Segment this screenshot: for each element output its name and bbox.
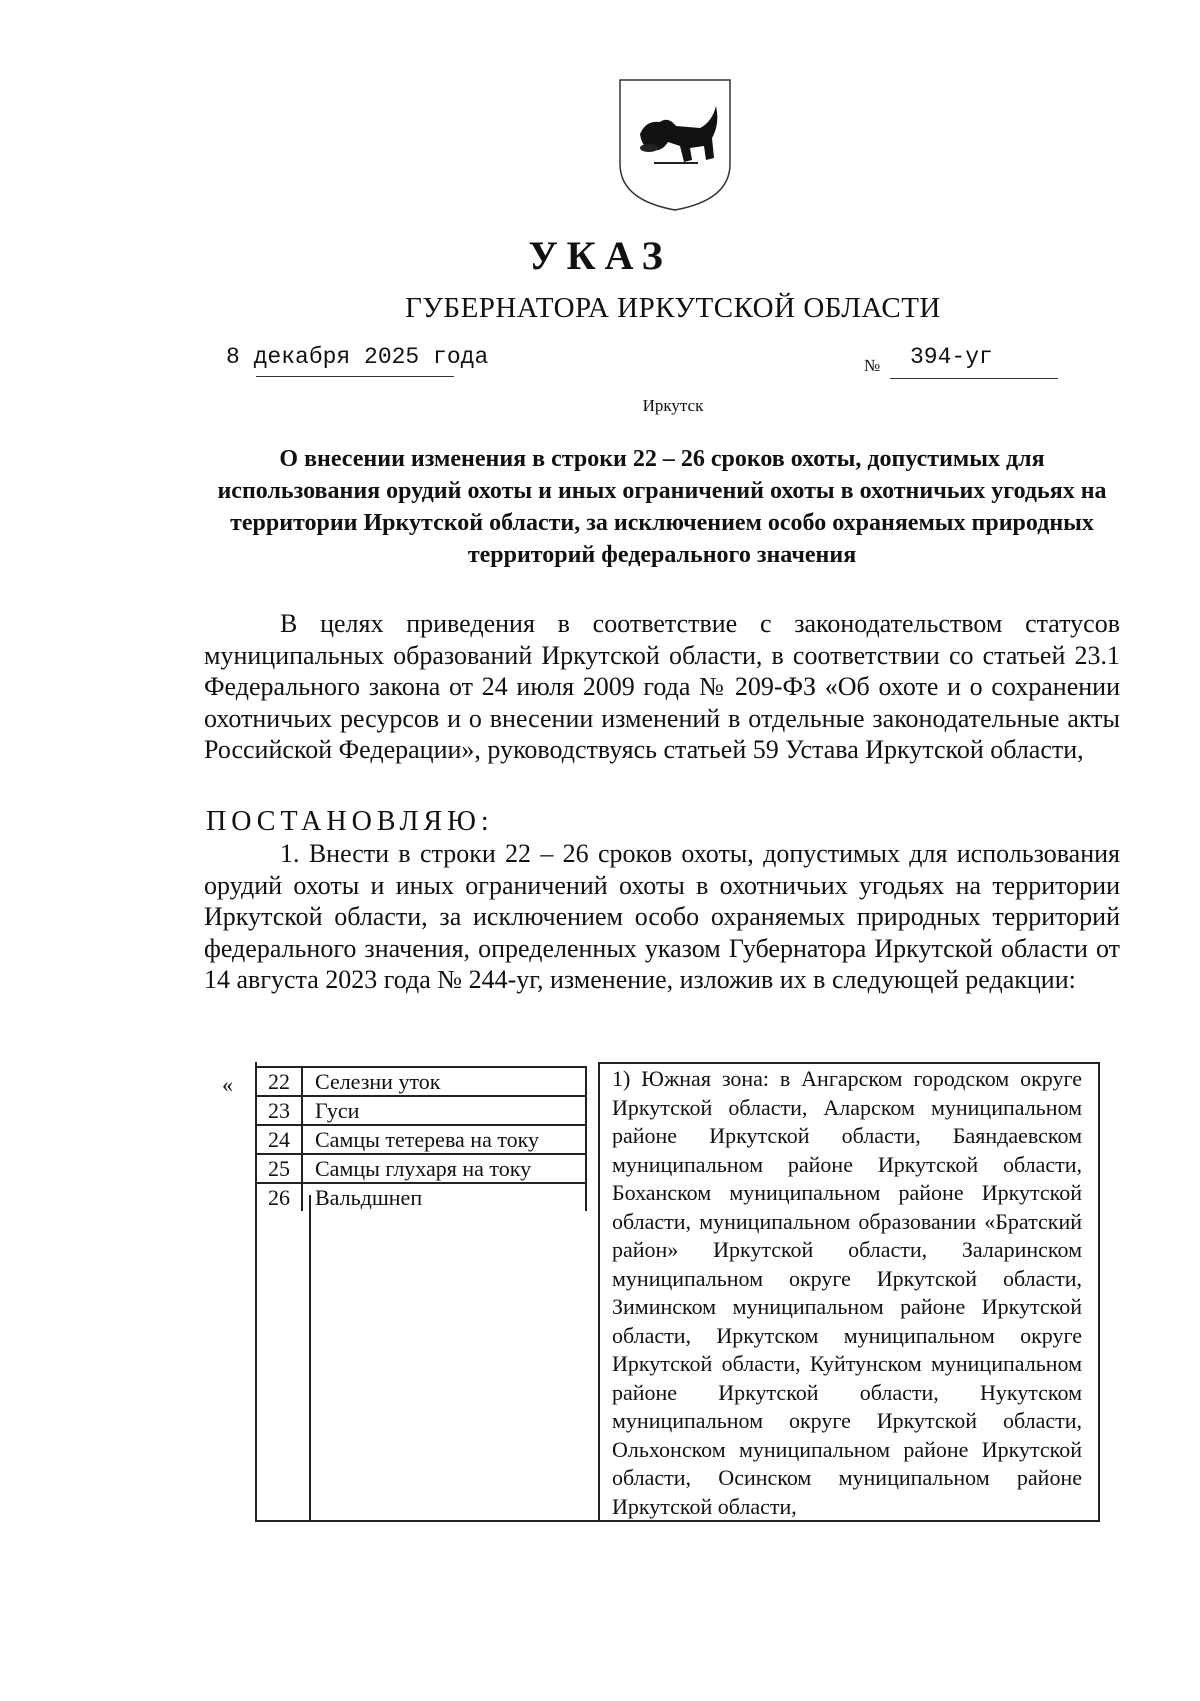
document-subtitle: ГУБЕРНАТОРА ИРКУТСКОЙ ОБЛАСТИ xyxy=(405,292,941,324)
number-sign: № xyxy=(864,356,881,375)
table-row xyxy=(256,1067,586,1096)
row-species: Вальдшнеп xyxy=(302,1183,586,1211)
row-number: 23 xyxy=(256,1096,302,1125)
document-city: Иркутск xyxy=(642,396,704,415)
document-title: УКАЗ xyxy=(528,233,672,278)
row-species: Самцы тетерева на току xyxy=(302,1125,586,1154)
row-number: 22 xyxy=(256,1067,302,1096)
table-column-divider xyxy=(309,1195,311,1522)
decree-word: ПОСТАНОВЛЯЮ: xyxy=(206,806,494,837)
number-underline xyxy=(890,378,1058,379)
territory-text: 1) Южная зона: в Ангарском городском округе Иркутской области, Аларском муниципальном районе Иркутской области, Баяндаевском муниципальном районе Иркутской области, Боханском муниципальном районе Иркутской области, муниципальном образовании «Братский район» Иркутской области, Заларинском муниципальном округе Иркутской области, Зиминском муниципальном районе Иркутской области, Иркутском муниципальном округе Иркутской области, Куйтунском муниципальном районе Иркутской области, Нукутском муниципальном округе Иркутской области, Ольхонском муниципальном районе Иркутской области, Осинском муниципальном районе Иркутской области, xyxy=(612,1066,1082,1519)
row-species: Гуси xyxy=(302,1096,586,1125)
table-row xyxy=(256,1183,586,1211)
date-underline xyxy=(256,376,454,377)
document-heading: О внесении изменения в строки 22 – 26 сроков охоты, допустимых для использования орудий охоты и иных ограничений охоты в охотничьих угодьях на территории Иркутской области, за исключением особо охраняемых природных территорий федерального значения xyxy=(217,446,1107,568)
table-row xyxy=(256,1154,586,1183)
document-number: 394-уг xyxy=(910,344,993,370)
row-number: 25 xyxy=(256,1154,302,1183)
row-number: 26 xyxy=(256,1183,302,1211)
open-quote: « xyxy=(222,1072,233,1097)
preamble-paragraph: В целях приведения в соответствие с законодательством статусов муниципальных образований Иркутской области, в соответствии со статьей 23.1 Федерального закона от 24 июля 2009 года № 209-ФЗ «Об охоте и о сохранении охотничьих ресурсов и о внесении изменений в отдельные законодательные акты Российской Федерации», руководствуясь статьей 59 Устава Иркутской области, xyxy=(204,609,1120,764)
row-number: 24 xyxy=(256,1125,302,1154)
coat-of-arms-icon xyxy=(616,76,734,214)
row-species: Селезни уток xyxy=(302,1067,586,1096)
species-table xyxy=(255,1066,587,1211)
document-date: 8 декабря 2025 года xyxy=(226,344,489,370)
table-row xyxy=(256,1096,586,1125)
row-species: Самцы глухаря на току xyxy=(302,1154,586,1183)
clause-1-paragraph: 1. Внести в строки 22 – 26 сроков охоты, допустимых для использования орудий охоты и иных ограничений охоты в охотничьих угодьях на территории Иркутской области, за исключением особо охраняемых природных территорий федерального значения, определенных указом Губернатора Иркутской области от 14 августа 2023 года № 244-уг, изменение, изложив их в следующей редакции: xyxy=(204,839,1120,994)
territory-cell xyxy=(598,1062,1100,1522)
table-row xyxy=(256,1125,586,1154)
